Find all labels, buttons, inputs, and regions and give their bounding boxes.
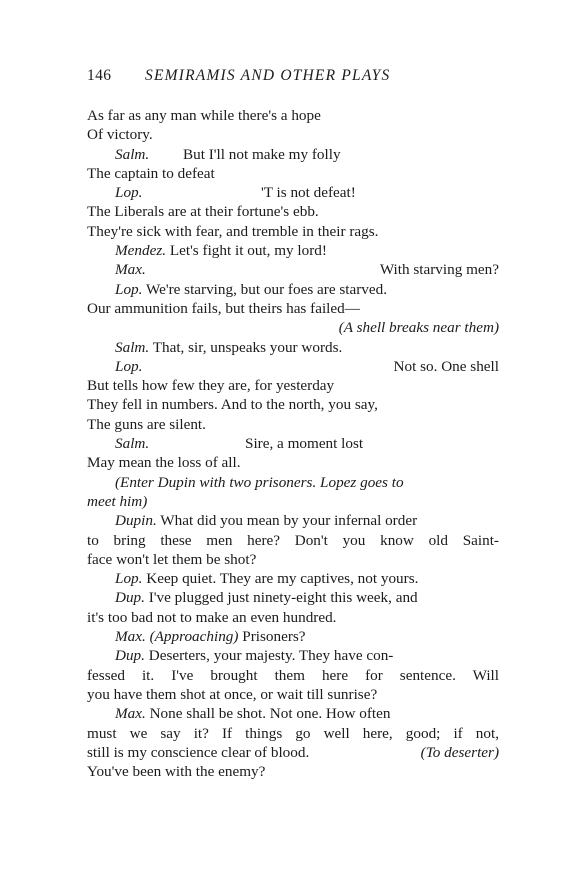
speaker-name: Lop. bbox=[115, 184, 143, 202]
speech-text: We're starving, but our foes are starved. bbox=[145, 280, 388, 298]
speech-text: Prisoners? bbox=[242, 628, 306, 646]
speech-text: With starving men? bbox=[379, 261, 499, 279]
text-line: Of victory. bbox=[87, 126, 153, 144]
text-line: it's too bad not to make an even hundred. bbox=[87, 608, 337, 626]
speech-line bbox=[87, 145, 499, 164]
speaker-name: Salm. bbox=[115, 338, 150, 356]
text-line: face won't let them be shot? bbox=[87, 550, 257, 568]
stage-direction: meet him) bbox=[87, 492, 148, 510]
text-line: must we say it? If things go well here, good; if not, bbox=[87, 724, 499, 742]
speaker-name: Max. bbox=[115, 705, 146, 723]
speech-text: Not so. One shell bbox=[393, 357, 499, 375]
speech-text: I've plugged just ninety-eight this week, and bbox=[148, 589, 418, 607]
speech-line bbox=[87, 260, 499, 279]
stage-direction: (Approaching) bbox=[149, 628, 239, 646]
play-text bbox=[87, 106, 499, 781]
speech-text: Sire, a moment lost bbox=[245, 435, 364, 453]
speech-line bbox=[87, 646, 499, 665]
speech-line bbox=[87, 183, 499, 202]
speaker-name: Lop. bbox=[115, 280, 143, 298]
text-line: to bring these men here? Don't you know old Saint- bbox=[87, 531, 499, 549]
speaker-name: Mendez. bbox=[115, 242, 167, 260]
speech-text: Deserters, your majesty. They have con- bbox=[148, 647, 394, 665]
speech-line bbox=[87, 241, 499, 260]
text-line: fessed it. I've brought them here for sentence. Will bbox=[87, 666, 499, 684]
text-line: The Liberals are at their fortune's ebb. bbox=[87, 203, 319, 221]
speech-line bbox=[87, 588, 499, 607]
speech-line bbox=[87, 704, 499, 723]
text-line: The guns are silent. bbox=[87, 415, 206, 433]
speech-text: Let's fight it out, my lord! bbox=[169, 242, 327, 260]
speech-line bbox=[87, 434, 499, 453]
speech-line bbox=[87, 357, 499, 376]
speech-text: None shall be shot. Not one. How often bbox=[149, 705, 391, 723]
speech-line bbox=[87, 511, 499, 530]
page-header bbox=[87, 67, 507, 89]
speaker-name: Max. bbox=[115, 261, 146, 279]
speaker-name: Salm. bbox=[115, 435, 150, 453]
text-line: But tells how few they are, for yesterday bbox=[87, 377, 335, 395]
text-line: The captain to defeat bbox=[87, 164, 215, 182]
stage-direction: (To deserter) bbox=[420, 743, 499, 761]
text-line: Our ammunition fails, but theirs has failed— bbox=[87, 299, 360, 317]
speech-text: still is my conscience clear of blood. bbox=[87, 743, 310, 761]
speaker-name: Dup. bbox=[115, 589, 145, 607]
speaker-name: Salm. bbox=[115, 145, 150, 163]
speech-text: But I'll not make my folly bbox=[183, 145, 341, 163]
stage-direction: (A shell breaks near them) bbox=[338, 319, 499, 337]
speech-line bbox=[87, 743, 499, 762]
speech-line bbox=[87, 627, 499, 646]
running-title: SEMIRAMIS AND OTHER PLAYS bbox=[145, 67, 391, 84]
speech-text: What did you mean by your infernal order bbox=[160, 512, 418, 530]
speech-line bbox=[87, 280, 499, 299]
speech-text: 'T is not defeat! bbox=[261, 184, 356, 202]
text-line: They're sick with fear, and tremble in their rags. bbox=[87, 222, 379, 240]
speaker-name: Lop. bbox=[115, 357, 143, 375]
speech-line bbox=[87, 338, 499, 357]
text-line: You've been with the enemy? bbox=[87, 763, 266, 781]
text-line: They fell in numbers. And to the north, you say, bbox=[87, 396, 378, 414]
text-line: As far as any man while there's a hope bbox=[87, 107, 321, 124]
speech-text: Keep quiet. They are my captives, not yours. bbox=[146, 570, 419, 588]
text-line: you have them shot at once, or wait till sunrise? bbox=[87, 685, 378, 703]
speech-text: That, sir, unspeaks your words. bbox=[152, 338, 343, 356]
speaker-name: Dupin. bbox=[115, 512, 157, 530]
text-line: May mean the loss of all. bbox=[87, 454, 241, 472]
speaker-name: Max. bbox=[115, 628, 146, 646]
speaker-name: Dup. bbox=[115, 647, 145, 665]
stage-direction: (Enter Dupin with two prisoners. Lopez goes to bbox=[115, 473, 404, 491]
speaker-name: Lop. bbox=[115, 570, 143, 588]
page-number: 146 bbox=[87, 67, 112, 84]
speech-line bbox=[87, 569, 499, 588]
